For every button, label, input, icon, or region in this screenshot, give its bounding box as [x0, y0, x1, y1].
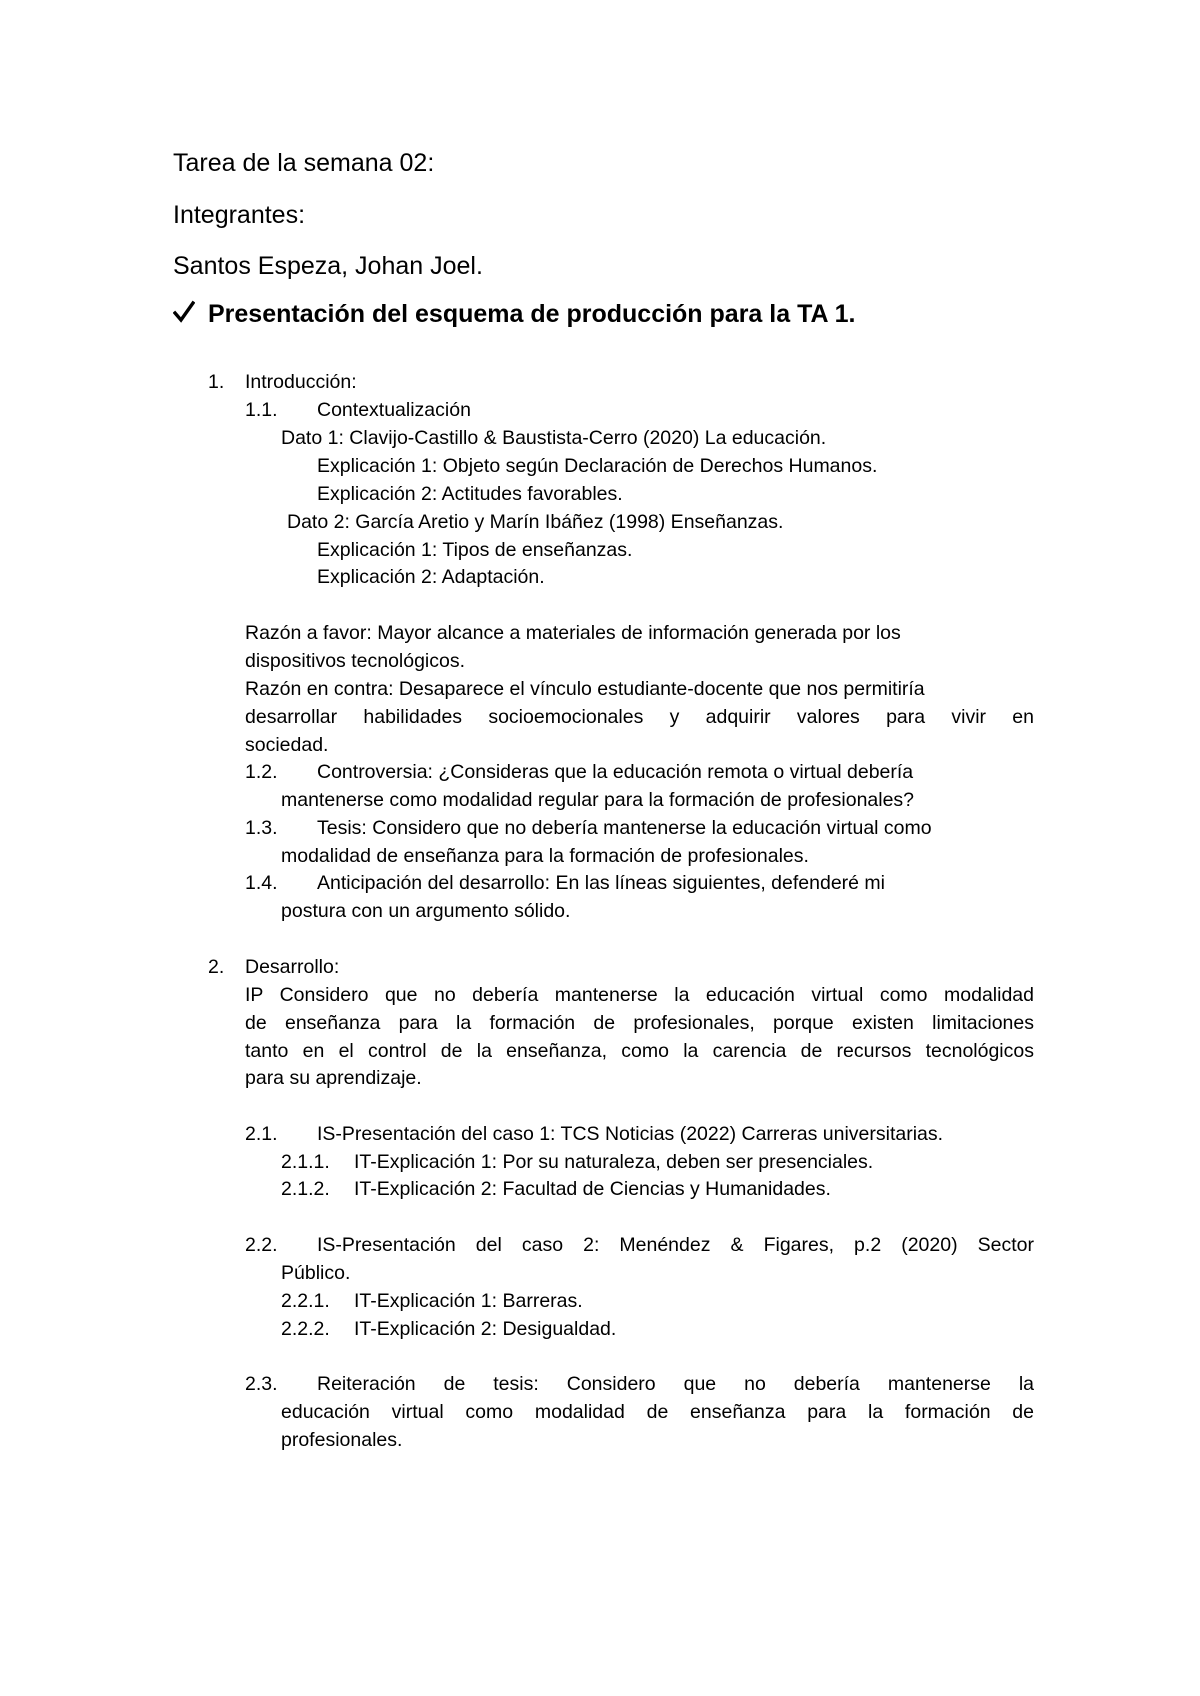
- section-1-4-line-1: Anticipación del desarrollo: En las líneas siguientes, defenderé mi: [317, 872, 885, 894]
- section-2-3-line-2: educación virtual como modalidad de enseñanza para la formación de: [281, 1401, 1034, 1423]
- section-2-3-line-1: Reiteración de tesis: Considero que no debería mantenerse la: [317, 1373, 1034, 1395]
- section-1-4-number: 1.4.: [245, 872, 278, 894]
- razon-favor-line-2: dispositivos tecnológicos.: [245, 650, 466, 672]
- razon-contra-line-3: sociedad.: [245, 734, 329, 756]
- dato-1-explicacion-2: Explicación 2: Actitudes favorables.: [317, 483, 623, 505]
- section-2-2-2-text: IT-Explicación 2: Desigualdad.: [354, 1318, 617, 1340]
- razon-contra-line-2: desarrollar habilidades socioemocionales y adquirir valores para vivir en: [245, 706, 1034, 728]
- section-2-2-2-number: 2.2.2.: [281, 1318, 330, 1340]
- section-2-2-1-number: 2.2.1.: [281, 1290, 330, 1312]
- section-2-1-2-text: IT-Explicación 2: Facultad de Ciencias y Humanidades.: [354, 1178, 831, 1200]
- section-2-2-line-2: Público.: [281, 1262, 351, 1284]
- razon-contra-line-1: Razón en contra: Desaparece el vínculo estudiante-docente que nos permitiría: [245, 678, 925, 700]
- section-2-2-number: 2.2.: [245, 1234, 278, 1256]
- section-2-2-1-text: IT-Explicación 1: Barreras.: [354, 1290, 583, 1312]
- section-2-3-line-3: profesionales.: [281, 1429, 403, 1451]
- members-label: Integrantes:: [173, 201, 306, 229]
- dato-2-explicacion-2: Explicación 2: Adaptación.: [317, 566, 545, 588]
- section-1-1-number: 1.1.: [245, 399, 278, 421]
- section-1-1-title: Contextualización: [317, 399, 471, 421]
- section-1-2-line-2: mantenerse como modalidad regular para la formación de profesionales?: [281, 789, 915, 811]
- ip-line-3: tanto en el control de la enseñanza, como la carencia de recursos tecnológicos: [245, 1040, 1034, 1062]
- section-2-1-1-number: 2.1.1.: [281, 1151, 330, 1173]
- section-1-3-line-1: Tesis: Considero que no debería mantenerse la educación virtual como: [317, 817, 932, 839]
- section-2-1-2-number: 2.1.2.: [281, 1178, 330, 1200]
- section-2-number: 2.: [208, 956, 225, 978]
- section-1-3-line-2: modalidad de enseñanza para la formación de profesionales.: [281, 845, 809, 867]
- section-1-4-line-2: postura con un argumento sólido.: [281, 900, 571, 922]
- dato-1: Dato 1: Clavijo-Castillo & Baustista-Cerro (2020) La educación.: [281, 427, 827, 449]
- dato-1-explicacion-1: Explicación 1: Objeto según Declaración de Derechos Humanos.: [317, 455, 878, 477]
- section-2-2-line-1: IS-Presentación del caso 2: Menéndez & Figares, p.2 (2020) Sector: [317, 1234, 1034, 1256]
- section-2-1-number: 2.1.: [245, 1123, 278, 1145]
- section-1-title: Introducción:: [245, 371, 357, 393]
- section-2-3-number: 2.3.: [245, 1373, 278, 1395]
- document-subtitle: Presentación del esquema de producción para la TA 1.: [208, 300, 856, 328]
- section-1-2-number: 1.2.: [245, 761, 278, 783]
- checkmark-icon: [173, 300, 195, 324]
- section-2-1-1-text: IT-Explicación 1: Por su naturaleza, deben ser presenciales.: [354, 1151, 874, 1173]
- section-1-2-line-1: Controversia: ¿Consideras que la educación remota o virtual debería: [317, 761, 914, 783]
- ip-line-1: IP Considero que no debería mantenerse la educación virtual como modalidad: [245, 984, 1034, 1006]
- member-name: Santos Espeza, Johan Joel.: [173, 252, 483, 280]
- section-2-title: Desarrollo:: [245, 956, 340, 978]
- razon-favor-line-1: Razón a favor: Mayor alcance a materiales de información generada por los: [245, 622, 901, 644]
- ip-line-2: de enseñanza para la formación de profesionales, porque existen limitaciones: [245, 1012, 1034, 1034]
- section-2-1-title: IS-Presentación del caso 1: TCS Noticias (2022) Carreras universitarias.: [317, 1123, 944, 1145]
- ip-line-4: para su aprendizaje.: [245, 1067, 422, 1089]
- section-1-number: 1.: [208, 371, 225, 393]
- dato-2: Dato 2: García Aretio y Marín Ibáñez (1998) Enseñanzas.: [287, 511, 784, 533]
- section-1-3-number: 1.3.: [245, 817, 278, 839]
- document-title: Tarea de la semana 02:: [173, 149, 435, 177]
- dato-2-explicacion-1: Explicación 1: Tipos de enseñanzas.: [317, 539, 633, 561]
